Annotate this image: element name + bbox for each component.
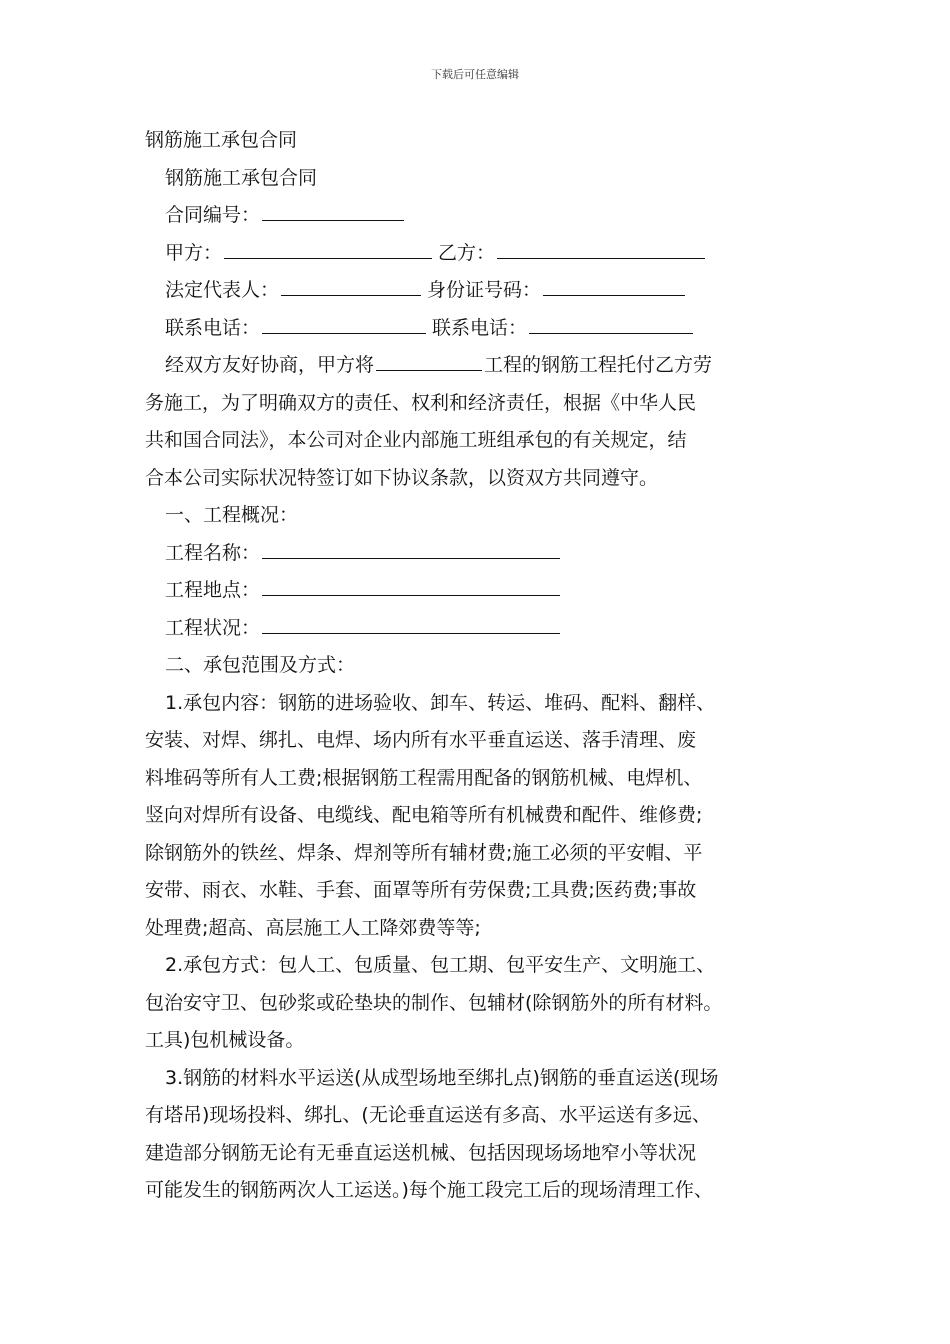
project-status-blank[interactable] [262,611,560,634]
project-name-label: 工程名称： [165,541,261,564]
item1-line: 除钢筋外的铁丝、焊条、焊剂等所有辅材费;施工必须的平安帽、平 [145,841,703,864]
phone-a-label: 联系电话： [165,316,261,339]
section-1-title: 一、工程概况： [165,504,299,526]
legal-rep-blank[interactable] [281,273,421,296]
phone-row [145,310,835,348]
phone-b-label: 联系电话： [432,316,528,339]
item1-line: 1.承包内容：钢筋的进场验收、卸车、转运、堆码、配料、翻样、 [165,691,716,714]
intro-line-4: 合本公司实际状况特签订如下协议条款，以资双方共同遵守。 [145,466,659,489]
intro-line-1 [145,347,835,385]
project-location-label: 工程地点： [165,579,261,601]
project-name-row [145,535,835,573]
id-no-label: 身份证号码： [427,279,542,301]
item3-line: 可能发生的钢筋两次人工运送。)每个施工段完工后的现场清理工作、 [145,1179,713,1201]
doc-title: 钢筋施工承包合同 [145,129,298,151]
page-header-note: 下载后可任意编辑 [431,68,519,81]
contract-no-blank[interactable] [262,198,404,221]
item1-line: 安带、雨衣、水鞋、手套、面罩等所有劳保费;工具费;医药费;事故 [145,879,697,901]
item3-line: 建造部分钢筋无论有无垂直运送机械、包括因现场场地窄小等状况 [145,1141,697,1164]
contract-no-row [145,197,835,235]
legal-rep-label: 法定代表人： [165,279,280,301]
item1-line: 料堆码等所有人工费;根据钢筋工程需用配备的钢筋机械、电焊机、 [145,766,703,789]
project-location-blank[interactable] [262,573,560,596]
item3-line: 有塔吊)现场投料、绑扎、(无论垂直运送有多高、水平运送有多远、 [145,1104,711,1126]
project-status-row [145,610,835,648]
item2-line: 2.承包方式：包人工、包质量、包工期、包平安生产、文明施工、 [165,954,716,976]
party-a-label: 甲方： [165,241,223,264]
project-name-blank[interactable] [262,536,560,559]
party-b-label: 乙方： [438,241,496,264]
doc-subtitle: 钢筋施工承包合同 [165,166,318,189]
contract-no-label: 合同编号： [165,204,261,226]
party-b-blank[interactable] [497,236,705,259]
item3-line: 3.钢筋的材料水平运送(从成型场地至绑扎点)钢筋的垂直运送(现场 [165,1066,719,1089]
item1-line: 安装、对焊、绑扎、电焊、场内所有水平垂直运送、落手清理、废 [145,729,697,751]
project-blank[interactable] [376,348,482,371]
item1-line: 处理费;超高、高层施工人工降郊费等等; [145,916,481,939]
id-no-blank[interactable] [543,273,685,296]
phone-b-blank[interactable] [529,311,693,334]
intro-line-3: 共和国合同法》，本公司对企业内部施工班组承包的有关规定，结 [145,429,687,451]
item1-line: 竖向对焊所有设备、电缆线、配电箱等所有机械费和配件、维修费; [145,804,703,826]
parties-row [145,235,835,273]
project-status-label: 工程状况： [165,616,261,639]
item2-line: 包治安守卫、包砂浆或砼垫块的制作、包辅材(除钢筋外的所有材料。 [145,991,723,1014]
party-a-blank[interactable] [224,236,432,259]
item2-line: 工具)包机械设备。 [145,1029,305,1051]
project-location-row [145,572,835,610]
intro-text: 经双方友好协商，甲方将 [165,354,375,376]
section-2-title: 二、承包范围及方式： [165,654,356,676]
phone-a-blank[interactable] [262,311,426,334]
legal-rep-row [145,272,835,310]
intro-text: 工程的钢筋工程托付乙方劳 [484,354,713,376]
contract-body [145,122,835,1210]
intro-line-2: 务施工，为了明确双方的责任、权利和经济责任，根据《中华人民 [145,391,697,414]
